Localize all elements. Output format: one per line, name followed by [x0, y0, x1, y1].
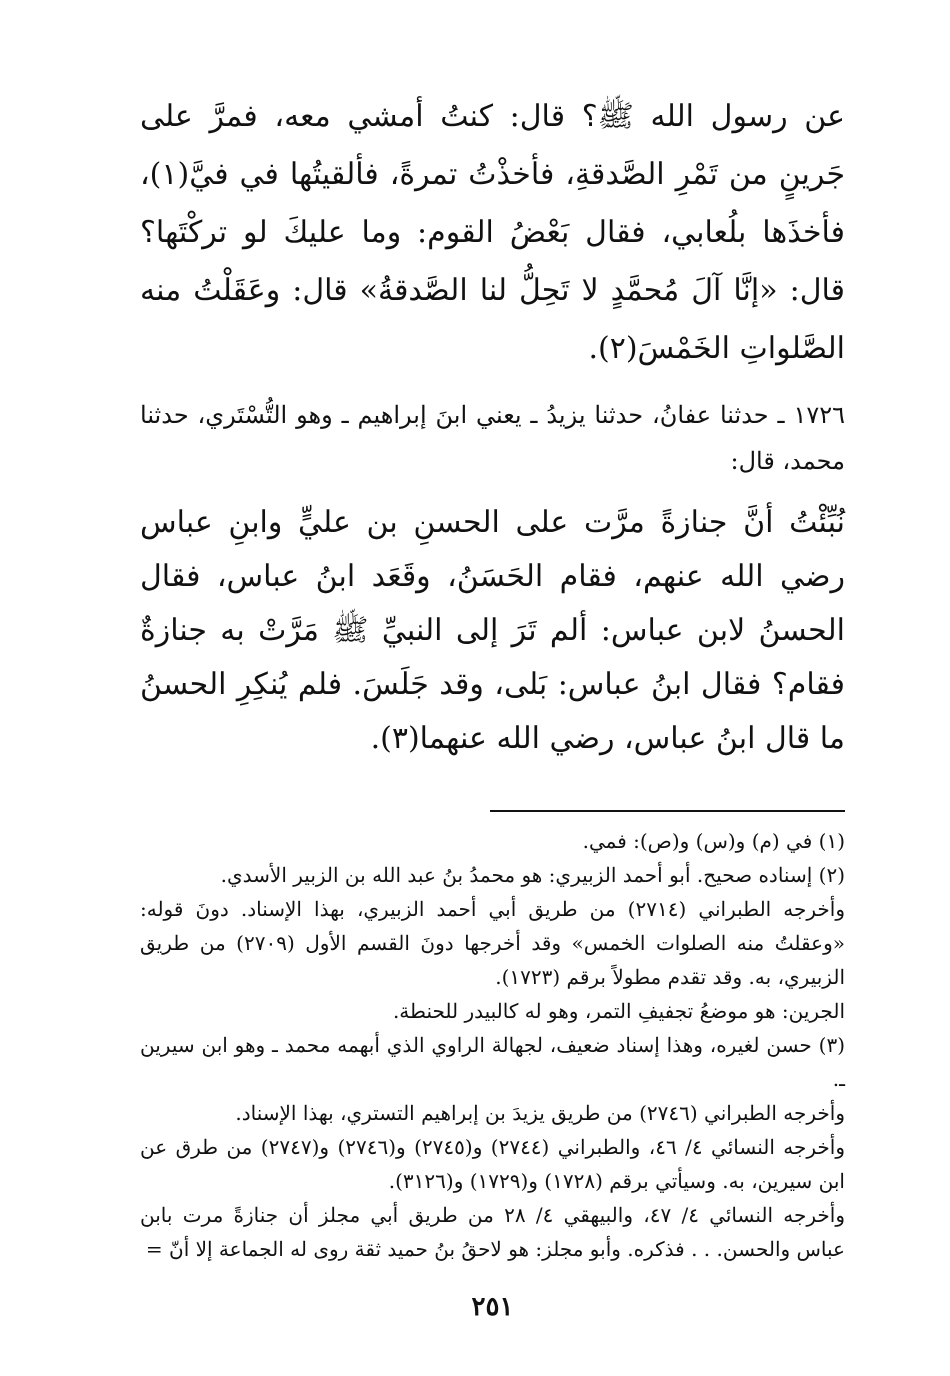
footnote-separator: [490, 810, 845, 812]
page-number: ٢٥١: [471, 1292, 514, 1322]
footnote-3-takhrij-3: وأخرجه النسائي ٤/ ٤٧، والبيهقي ٤/ ٢٨ من طريق أبي مجلز أن جنازةً مرت بابن عباس والحسن. . . فذكره. وأبو مجلز: هو لاحقُ بنُ حميد ثقة روى له الجماعة إلا أنّ =: [140, 1203, 845, 1261]
main-paragraph-1: عن رسول الله ﷺ؟ قال: كنتُ أمشي معه، فمرَّ على جَرينٍ من تَمْرِ الصَّدقةِ، فأخذْتُ تمرةً، فألقيتُها في فيَّ(١)، فأخذَها بلُعابي، فقال بَعْضُ القوم: وما عليكَ لو تركْتَها؟ قال: «إنَّا آلَ مُحمَّدٍ لا تَحِلُّ لنا الصَّدقةُ» قال: وعَقَلْتُ منه الصَّلواتِ الخَمْسَ(٢).: [140, 99, 845, 366]
footnote-2-gloss: الجرين: هو موضعُ تجفيفِ التمر، وهو له كالبيدر للحنطة.: [392, 999, 845, 1023]
footnote-2: (٢) إسناده صحيح. أبو أحمد الزبيري: هو محمدُ بنُ عبد الله بن الزبير الأسدي.: [220, 863, 845, 887]
main-paragraph-2: نُبِّئْتُ أنَّ جنازةً مرَّت على الحسنِ بن عليٍّ وابنِ عباس رضي الله عنهم، فقام الحَسَنُ، وقَعَد ابنُ عباس، فقال الحسنُ لابن عباس: ألم تَرَ إلى النبيِّ ﷺ مَرَّتْ به جنازةٌ فقام؟ فقال ابنُ عباس: بَلى، وقد جَلَسَ. فلم يُنكِرِ الحسنُ ما قال ابنُ عباس، رضي الله عنهما(٣).: [140, 505, 845, 756]
footnotes: [140, 824, 845, 1266]
footnote-3: (٣) حسن لغيره، وهذا إسناد ضعيف، لجهالة الراوي الذي أبهمه محمد ـ وهو ابن سيرين ـ.: [140, 1033, 845, 1091]
footnote-2-takhrij: وأخرجه الطبراني (٢٧١٤) من طريق أبي أحمد الزبيري، بهذا الإسناد. دونَ قوله: «وعقلتُ منه الصلوات الخمس» وقد أخرجها دونَ القسم الأول (٢٧٠٩) من طريق الزبيري، به. وقد تقدم مطولاً برقم (١٧٢٣).: [140, 897, 846, 989]
footnote-3-takhrij-1: وأخرجه الطبراني (٢٧٤٦) من طريق يزيدَ بن إبراهيم التستري، بهذا الإسناد.: [235, 1101, 845, 1125]
footnote-1: (١) في (م) و(س) و(ص): فمي.: [582, 829, 845, 853]
footnote-3-takhrij-2: وأخرجه النسائي ٤/ ٤٦، والطبراني (٢٧٤٤) و(٢٧٤٥) و(٢٧٤٦) و(٢٧٤٧) من طرق عن ابن سيرين، به. وسيأتي برقم (١٧٢٨) و(١٧٢٩) و(٣١٢٦).: [140, 1135, 845, 1193]
hadith-chain-1726: ١٧٢٦ ـ حدثنا عفانُ، حدثنا يزيدُ ـ يعني ابنَ إبراهيم ـ وهو التُّسْتَري، حدثنا محمد، قال:: [140, 401, 845, 475]
